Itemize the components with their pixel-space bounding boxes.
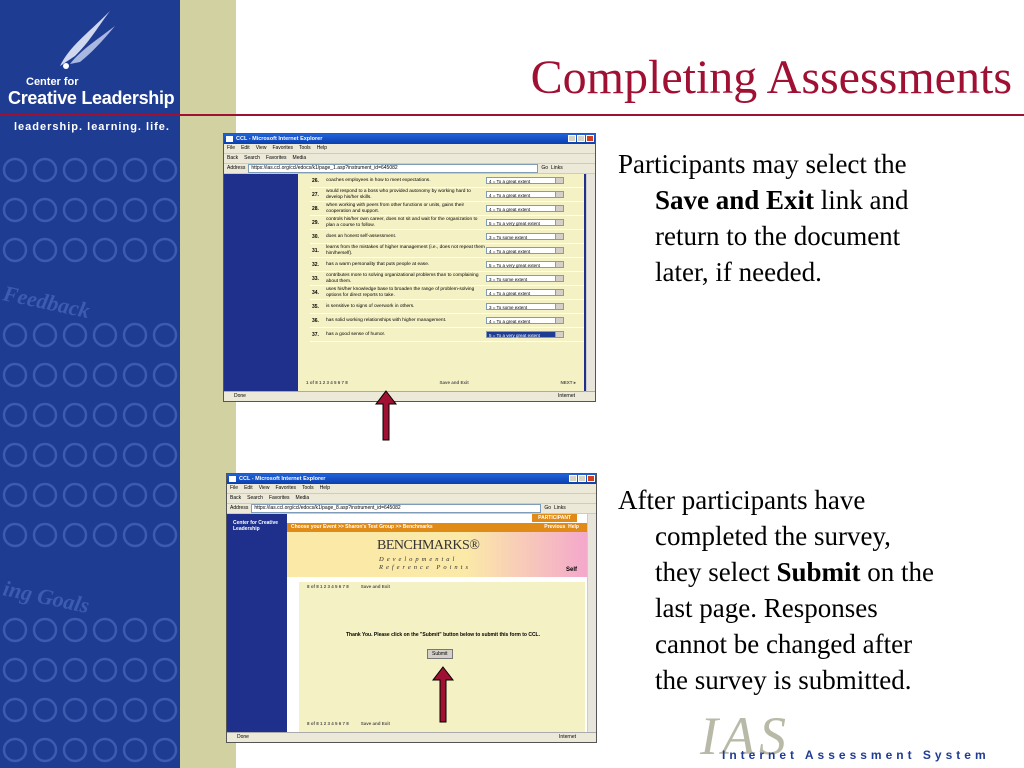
answer-select[interactable]: 5 = To a very great extent (486, 331, 564, 338)
question-number: 28. (312, 205, 319, 212)
save-exit-link[interactable]: Save and Exit (439, 380, 469, 385)
toolbar (224, 154, 595, 164)
thank-you-message: Thank You. Please click on the "Submit" button below to submit this form to CCL. (345, 632, 540, 638)
subtitle-line2: Reference Points (379, 564, 471, 571)
page-numbers-top[interactable]: 8 of 8 1 2 3 4 5 6 7 8 (307, 584, 349, 589)
table-row (310, 314, 584, 328)
menu-favorites[interactable]: Favorites (275, 485, 296, 491)
submit-button[interactable]: Submit (427, 649, 453, 659)
menu-edit[interactable]: Edit (244, 485, 253, 491)
participant-tab: PARTICIPANT (532, 514, 577, 522)
page-numbers[interactable]: 1 of 8 1 2 3 4 5 6 7 8 (306, 380, 348, 385)
back-button[interactable]: Back (227, 155, 239, 161)
scrollbar[interactable] (586, 174, 595, 392)
logo-big-text: Creative Leadership (8, 88, 175, 108)
address-label: Address (227, 165, 246, 171)
close-button[interactable] (586, 135, 594, 142)
left-banner (227, 514, 287, 732)
zone-text: Internet (559, 734, 576, 740)
answer-select[interactable]: 4 = To a great extent (486, 205, 564, 212)
minimize-button[interactable] (569, 475, 577, 482)
table-row (310, 244, 584, 258)
search-button[interactable]: Search (244, 155, 260, 161)
tagline: leadership. learning. life. (14, 121, 170, 133)
status-text: Done (237, 734, 249, 740)
subtitle-line1: Developmental (379, 556, 458, 563)
question-number: 30. (312, 233, 319, 240)
table-row (310, 328, 584, 342)
logo-small-text: Center for (26, 76, 79, 88)
question-text: contributes more to solving organizational problems than to complaining about them. (326, 273, 479, 284)
org-logo-text (8, 76, 174, 109)
question-text: uses his/her knowledge base to broaden the range of problem-solving options for direct reports to take. (326, 287, 475, 298)
maximize-button[interactable] (577, 135, 585, 142)
address-label: Address (230, 505, 249, 511)
answer-select[interactable]: 4 = To a great extent (486, 191, 564, 198)
page-content (227, 514, 587, 732)
previous-link[interactable]: Previous (544, 524, 566, 530)
links-button[interactable]: Links (554, 505, 566, 511)
menu-help[interactable]: Help (316, 145, 327, 151)
question-number: 36. (312, 317, 319, 324)
up-arrow-icon (374, 390, 398, 442)
menu-file[interactable]: File (227, 145, 236, 151)
table-row (310, 300, 584, 314)
answer-select[interactable]: 3 = To some extent (486, 275, 564, 282)
question-text: learns from the mistakes of higher management (i.e., does not repeat them him/herself). (326, 245, 485, 256)
answer-select[interactable]: 3 = To some extent (486, 233, 564, 240)
status-text: Done (234, 393, 246, 399)
zone-text: Internet (558, 393, 575, 399)
ie-icon (229, 476, 236, 482)
benchmarks-logo: BENCHMARKS® (377, 538, 480, 553)
answer-select[interactable]: 4 = To a great extent (486, 289, 564, 296)
question-text: has a good sense of humor. (326, 331, 386, 337)
question-number: 31. (312, 247, 319, 254)
status-bar (224, 391, 595, 401)
bullet2-line6: the survey is submitted. (655, 665, 912, 695)
bullet1-bold: Save and Exit (655, 185, 815, 215)
favorites-button[interactable]: Favorites (268, 495, 290, 501)
question-number: 33. (312, 275, 319, 282)
question-number: 34. (312, 289, 319, 296)
answer-select[interactable]: 5 = To a very great extent (486, 219, 564, 226)
table-row (310, 258, 584, 272)
question-text: has a warm personality that puts people at ease. (326, 261, 430, 267)
table-row (310, 202, 584, 216)
bullet2-line5: cannot be changed after (655, 629, 913, 659)
bullet-submit (618, 482, 934, 698)
survey-panel (298, 174, 584, 392)
browser-window-submit (226, 473, 597, 743)
table-row (310, 286, 584, 300)
window-titlebar (227, 474, 596, 484)
toolbar (227, 494, 596, 504)
menu-bar (227, 484, 596, 494)
question-text: would respond to a boss who provided autonomy by working hard to develop his/her skills. (326, 189, 471, 200)
bullet2-line3-pre: they select (655, 557, 777, 587)
search-button[interactable]: Search (247, 495, 263, 501)
bullet1-line2: link and (814, 185, 909, 215)
save-exit-link-top[interactable]: Save and Exit (360, 584, 391, 589)
answer-bubbles-decoration (0, 150, 180, 768)
table-row (310, 272, 584, 286)
menu-favorites[interactable]: Favorites (272, 145, 293, 151)
answer-select[interactable]: 4 = To a great extent (486, 177, 564, 184)
menu-file[interactable]: File (230, 485, 239, 491)
page-numbers-bottom[interactable]: 8 of 8 1 2 3 4 5 6 7 8 (307, 721, 349, 726)
ie-icon (226, 136, 233, 142)
media-button[interactable]: Media (295, 495, 310, 501)
next-link[interactable]: NEXT ▸ (560, 380, 576, 385)
question-text: is sensitive to signs of overwork in others. (326, 303, 415, 309)
close-button[interactable] (587, 475, 595, 482)
address-input[interactable]: https://ias.ccl.org/ccl/edocs/k1/page_1.asp?instrument_id=645082 (248, 164, 538, 173)
question-number: 29. (312, 219, 319, 226)
left-banner-logo: Center for Creative Leadership (233, 520, 279, 532)
menu-tools[interactable]: Tools (302, 485, 314, 491)
question-number: 26. (312, 177, 319, 184)
bullet2-line1: After participants have (618, 485, 866, 515)
scrollbar[interactable] (587, 514, 596, 732)
help-link[interactable]: Help (568, 524, 579, 530)
question-text: when working with peers from other functions or units, gains their cooperation and support. (326, 203, 465, 214)
page-content (224, 174, 586, 392)
maximize-button[interactable] (578, 475, 586, 482)
address-bar (224, 164, 595, 174)
answer-select[interactable]: 3 = To some extent (486, 303, 564, 310)
status-bar (227, 732, 596, 742)
bullet2-line2: completed the survey, (655, 521, 891, 551)
go-button[interactable]: Go (544, 505, 552, 511)
breadcrumb-nav (287, 523, 587, 532)
links-button[interactable]: Links (551, 165, 563, 171)
bullet2-line3-post: on the (860, 557, 934, 587)
question-number: 35. (312, 303, 319, 310)
bullet1-line1: Participants may select the (618, 149, 907, 179)
ias-tagline: Internet Assessment System (722, 748, 990, 762)
bullet2-line4: last page. Responses (655, 593, 878, 623)
answer-select[interactable]: 4 = To a great extent (486, 317, 564, 324)
table-row (310, 188, 584, 202)
question-number: 27. (312, 191, 319, 198)
benchmarks-header (287, 532, 587, 577)
go-button[interactable]: Go (541, 165, 549, 171)
menu-edit[interactable]: Edit (241, 145, 250, 151)
favorites-button[interactable]: Favorites (265, 155, 287, 161)
bird-logo-icon (40, 6, 120, 76)
address-bar (227, 504, 596, 514)
question-number: 32. (312, 261, 319, 268)
back-button[interactable]: Back (230, 495, 242, 501)
window-title: CCL - Microsoft Internet Explorer (236, 136, 323, 142)
table-row (310, 174, 584, 188)
question-text: does an honest self-assessment. (326, 233, 397, 239)
menu-bar (224, 144, 595, 154)
title-rule (0, 114, 1024, 116)
answer-select[interactable]: 5 = To a very great extent (486, 261, 564, 268)
top-strip (287, 514, 587, 523)
bullet1-line3: return to the document (655, 221, 901, 251)
menu-view[interactable]: View (255, 145, 267, 151)
question-text: controls his/her own career, does not sit and wait for the organization to plan a course to follow. (326, 217, 478, 228)
media-button[interactable]: Media (292, 155, 307, 161)
question-list (298, 174, 584, 342)
browser-window-survey (223, 133, 596, 402)
question-number: 37. (312, 331, 319, 338)
save-exit-link-bottom[interactable]: Save and Exit (360, 721, 391, 726)
top-pager (299, 582, 585, 591)
address-input[interactable]: https://ias.ccl.org/ccl/edocs/k1/page_8.asp?instrument_id=645082 (251, 504, 541, 513)
up-arrow-icon (431, 666, 455, 724)
breadcrumb[interactable]: Choose your Event >> Sharon's Test Group >> Benchmarks (291, 524, 433, 530)
benchmarks-subtitle (379, 556, 471, 572)
menu-help[interactable]: Help (319, 485, 330, 491)
bullet2-bold: Submit (776, 557, 861, 587)
window-title: CCL - Microsoft Internet Explorer (239, 476, 326, 482)
table-row (310, 216, 584, 230)
answer-select[interactable]: 4 = To a great extent (486, 247, 564, 254)
self-label: Self (565, 567, 577, 573)
minimize-button[interactable] (568, 135, 576, 142)
bullet-save-exit (618, 146, 909, 290)
bullet1-line4: later, if needed. (655, 257, 822, 287)
slide-title: Completing Assessments (530, 51, 1012, 104)
question-text: has solid working relationships with higher management. (326, 317, 447, 323)
menu-tools[interactable]: Tools (299, 145, 311, 151)
menu-view[interactable]: View (258, 485, 270, 491)
goals-decoration-text: ing Goals (0, 575, 92, 619)
survey-pager (298, 378, 584, 388)
question-text: coaches employees in how to meet expectations. (326, 177, 431, 183)
table-row (310, 230, 584, 244)
window-titlebar (224, 134, 595, 144)
feedback-decoration-text: Feedback (0, 280, 93, 324)
ias-logo: IAS (700, 706, 790, 766)
